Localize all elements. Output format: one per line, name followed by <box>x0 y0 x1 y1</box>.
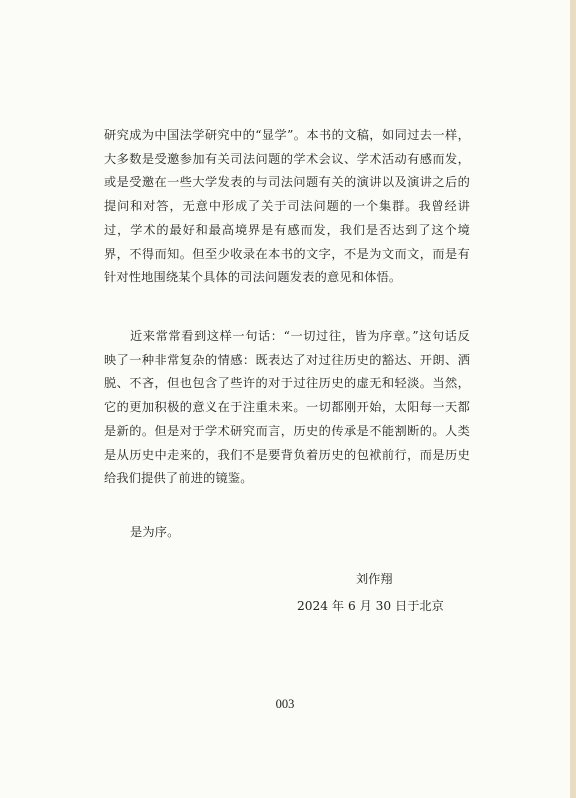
page-number: 003 <box>275 697 295 711</box>
body-paragraph-1: 研究成为中国法学研究中的“显学”。本书的文稿，如同过去一样，大多数是受邀参加有关司法问题的学术会议、学术活动有感而发，或是受邀在一些大学发表的与司法问题有关的演讲以及演讲之后的提问和对答，无意中形成了关于司法问题的一个集群。我曾经讲过，学术的最好和最高境界是有感而发，我们是否达到了这个境界，不得而知。但至少收录在本书的文字，不是为文而文，而是有针对性地围绕某个具体的司法问题发表的意见和体悟。 <box>104 128 470 285</box>
author-signature: 刘作翔 <box>356 572 393 586</box>
body-paragraph-3: 是为序。 <box>130 525 180 539</box>
signature-date: 2024 年 6 月 30 日于北京 <box>297 599 444 613</box>
body-paragraph-2: 近来常常看到这样一句话：“一切过往，皆为序章。”这句话反映了一种非常复杂的情感：既表达了对过往历史的豁达、开朗、洒脱、不吝，但也包含了些许的对于过往历史的虚无和轻淡。当然，它的更加积极的意义在于注重未来。一切都刚开始，太阳每一天都是新的。但是对于学术研究而言，历史的传承是不能割断的。人类是从历史中走来的，我们不是要背负着历史的包袱前行，而是历史给我们提供了前进的镜鉴。 <box>104 329 470 486</box>
